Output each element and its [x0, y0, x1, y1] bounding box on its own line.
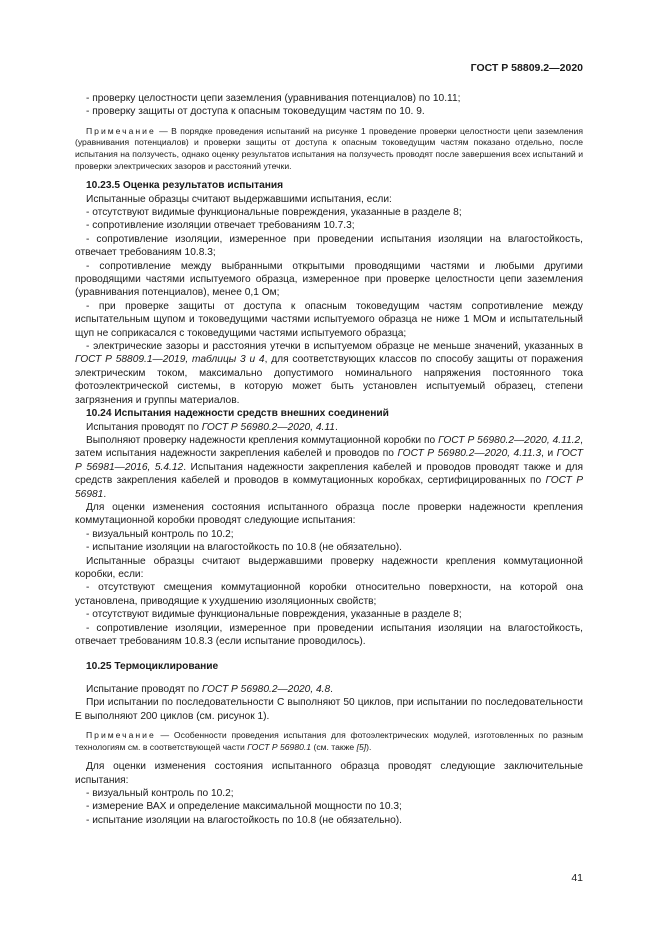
- list-item: - отсутствуют смещения коммутационной коробки относительно поверхности, на которой она установлена, приводящие к ухудшению изоляционных свойств;: [75, 582, 583, 607]
- text-run: - электрические зазоры и расстояния утечки в испытуемом образце не меньше значений, указанных в: [86, 341, 583, 353]
- reference-link: ГОСТ Р 56981: [75, 475, 583, 500]
- list-item: - испытание изоляции на влагостойкость по 10.8 (не обязательно).: [86, 814, 403, 826]
- document-header-title: ГОСТ Р 58809.2—2020: [470, 62, 583, 74]
- list-item: - визуальный контроль по 10.2;: [86, 788, 234, 800]
- page-number: 41: [571, 872, 583, 884]
- reference-link: ГОСТ Р 56980.2—2020, 4.11.2: [438, 434, 581, 446]
- paragraph: Для оценки изменения состояния испытанного образца после проверки надежности крепления коммутационной коробки проводят следующие испытания:: [75, 501, 583, 527]
- paragraph: [75, 421, 583, 434]
- paragraph: [75, 434, 583, 501]
- text-run: .: [330, 683, 334, 695]
- note-label: Примечание: [86, 730, 156, 741]
- list-item: - испытание изоляции на влагостойкость по 10.8 (не обязательно).: [86, 542, 403, 554]
- note-label: Примечание: [86, 125, 156, 136]
- document-body: [75, 92, 583, 827]
- section-heading: 10.23.5 Оценка результатов испытания: [86, 180, 284, 192]
- list-item: - проверку целостности цепи заземления (уравнивания потенциалов) по 10.11;: [86, 93, 461, 104]
- list-item: - сопротивление изоляции, измеренное при проведении испытания изоляции на влагостойкость, отвечает требованиям 10.8.3 (если испытание проводилось).: [75, 622, 583, 647]
- paragraph: Испытанные образцы считают выдержавшими испытания, если:: [86, 193, 392, 205]
- note-text: ).: [366, 741, 372, 752]
- list-item: [75, 340, 583, 407]
- list-item: - при проверке защиты от доступа к опасным токоведущим частям сопротивление между испытательным щупом и токоведущими частями испытуемого образца не ниже 1 МОм и испытательный щуп не соприкасался с токоведущими частями испытуемого образца;: [75, 300, 583, 339]
- text-run: , затем испытания надежности закрепления кабелей и проводов по: [75, 434, 584, 460]
- list-item: - отсутствуют видимые функциональные повреждения, указанные в разделе 8;: [86, 207, 462, 218]
- list-item: - сопротивление изоляции, измеренное при проведении испытания изоляции на влагостойкость, отвечает требованиям 10.8.3;: [75, 233, 583, 259]
- paragraph: Испытанные образцы считают выдержавшими проверку надежности крепления коммутационной коробки, если:: [75, 555, 583, 580]
- reference-link: ГОСТ Р 56980.1: [247, 741, 312, 752]
- text-run: .: [103, 488, 107, 500]
- list-item: - визуальный контроль по 10.2;: [86, 528, 234, 540]
- text-run: .: [334, 421, 338, 433]
- reference-link: ГОСТ Р 56980.2—2020, 4.11.3: [397, 448, 542, 460]
- note-text: (см. также: [311, 741, 357, 752]
- reference-link: ГОСТ Р 56980.2—2020, 4.11: [201, 421, 335, 433]
- reference-link: ГОСТ Р 56981—2016, 5.4.12: [75, 448, 583, 473]
- list-item: - отсутствуют видимые функциональные повреждения, указанные в разделе 8;: [86, 609, 462, 621]
- text-run: , для соответствующих классов по способу защиты от поражения электрическим током, максимально допустимого номинального напряжения постоянного тока фотоэлектрической системы, в которую может быть установлен испытуемый образец, степени загрязнения и группы материалов.: [75, 354, 583, 406]
- section-heading: 10.25 Термоциклирование: [86, 661, 219, 673]
- reference-link: ГОСТ Р 56980.2—2020, 4.8: [201, 683, 331, 695]
- list-item: - измерение ВАХ и определение максимальной мощности по 10.3;: [86, 801, 402, 813]
- paragraph: При испытании по последовательности С выполняют 50 циклов, при испытании по последовательности Е выполняют 200 циклов (см. рисунок 1).: [75, 697, 583, 722]
- list-item: - сопротивление между выбранными открытыми проводящими частями и любыми другими проводящими частями испытуемого образца, измеренное при проверке целостности цепи заземления (уравнивания потенциалов), менее 0,1 Ом;: [75, 260, 583, 299]
- section-heading: 10.24 Испытания надежности средств внешних соединений: [86, 408, 389, 420]
- note-text: — Особенности проведения испытания для фотоэлектрических модулей, изготовленных по разным технологиям см. в соответствующей части: [75, 730, 583, 752]
- text-run: , и: [541, 448, 557, 460]
- list-item: - проверку защиты от доступа к опасным токоведущим частям по 10. 9.: [86, 106, 425, 118]
- note-paragraph: [75, 730, 583, 753]
- paragraph: [75, 683, 583, 696]
- text-run: Испытания проводят по: [86, 421, 202, 433]
- text-run: . Испытания надежности закрепления кабелей и проводов проводят также и для средств закрепления кабелей и проводов в коммутационных коробках, сертифицированных по: [75, 461, 583, 487]
- list-item: - сопротивление изоляции отвечает требованиям 10.7.3;: [86, 220, 355, 232]
- text-run: Выполняют проверку надежности крепления коммутационной коробки по: [86, 434, 439, 446]
- text-run: Испытание проводят по: [86, 683, 202, 695]
- reference-link: ГОСТ Р 58809.1—2019, таблицы 3 и 4: [75, 354, 265, 366]
- note-paragraph: [75, 126, 583, 172]
- paragraph: Для оценки изменения состояния испытанного образца проводят следующие заключительные испытания:: [75, 761, 583, 786]
- note-text: — В порядке проведения испытаний на рисунке 1 проведение проверки целостности цепи заземления (уравнивания потенциалов) и проверки защиты от доступа к опасным токоведущим частям показано отдельно, после испытания на ползучесть, однако оценку результатов испытания на ползучесть проводят после завершения всех испытаний и проверки электрических зазоров и расстояний утечки.: [75, 125, 583, 171]
- reference-link: [5]: [356, 741, 367, 752]
